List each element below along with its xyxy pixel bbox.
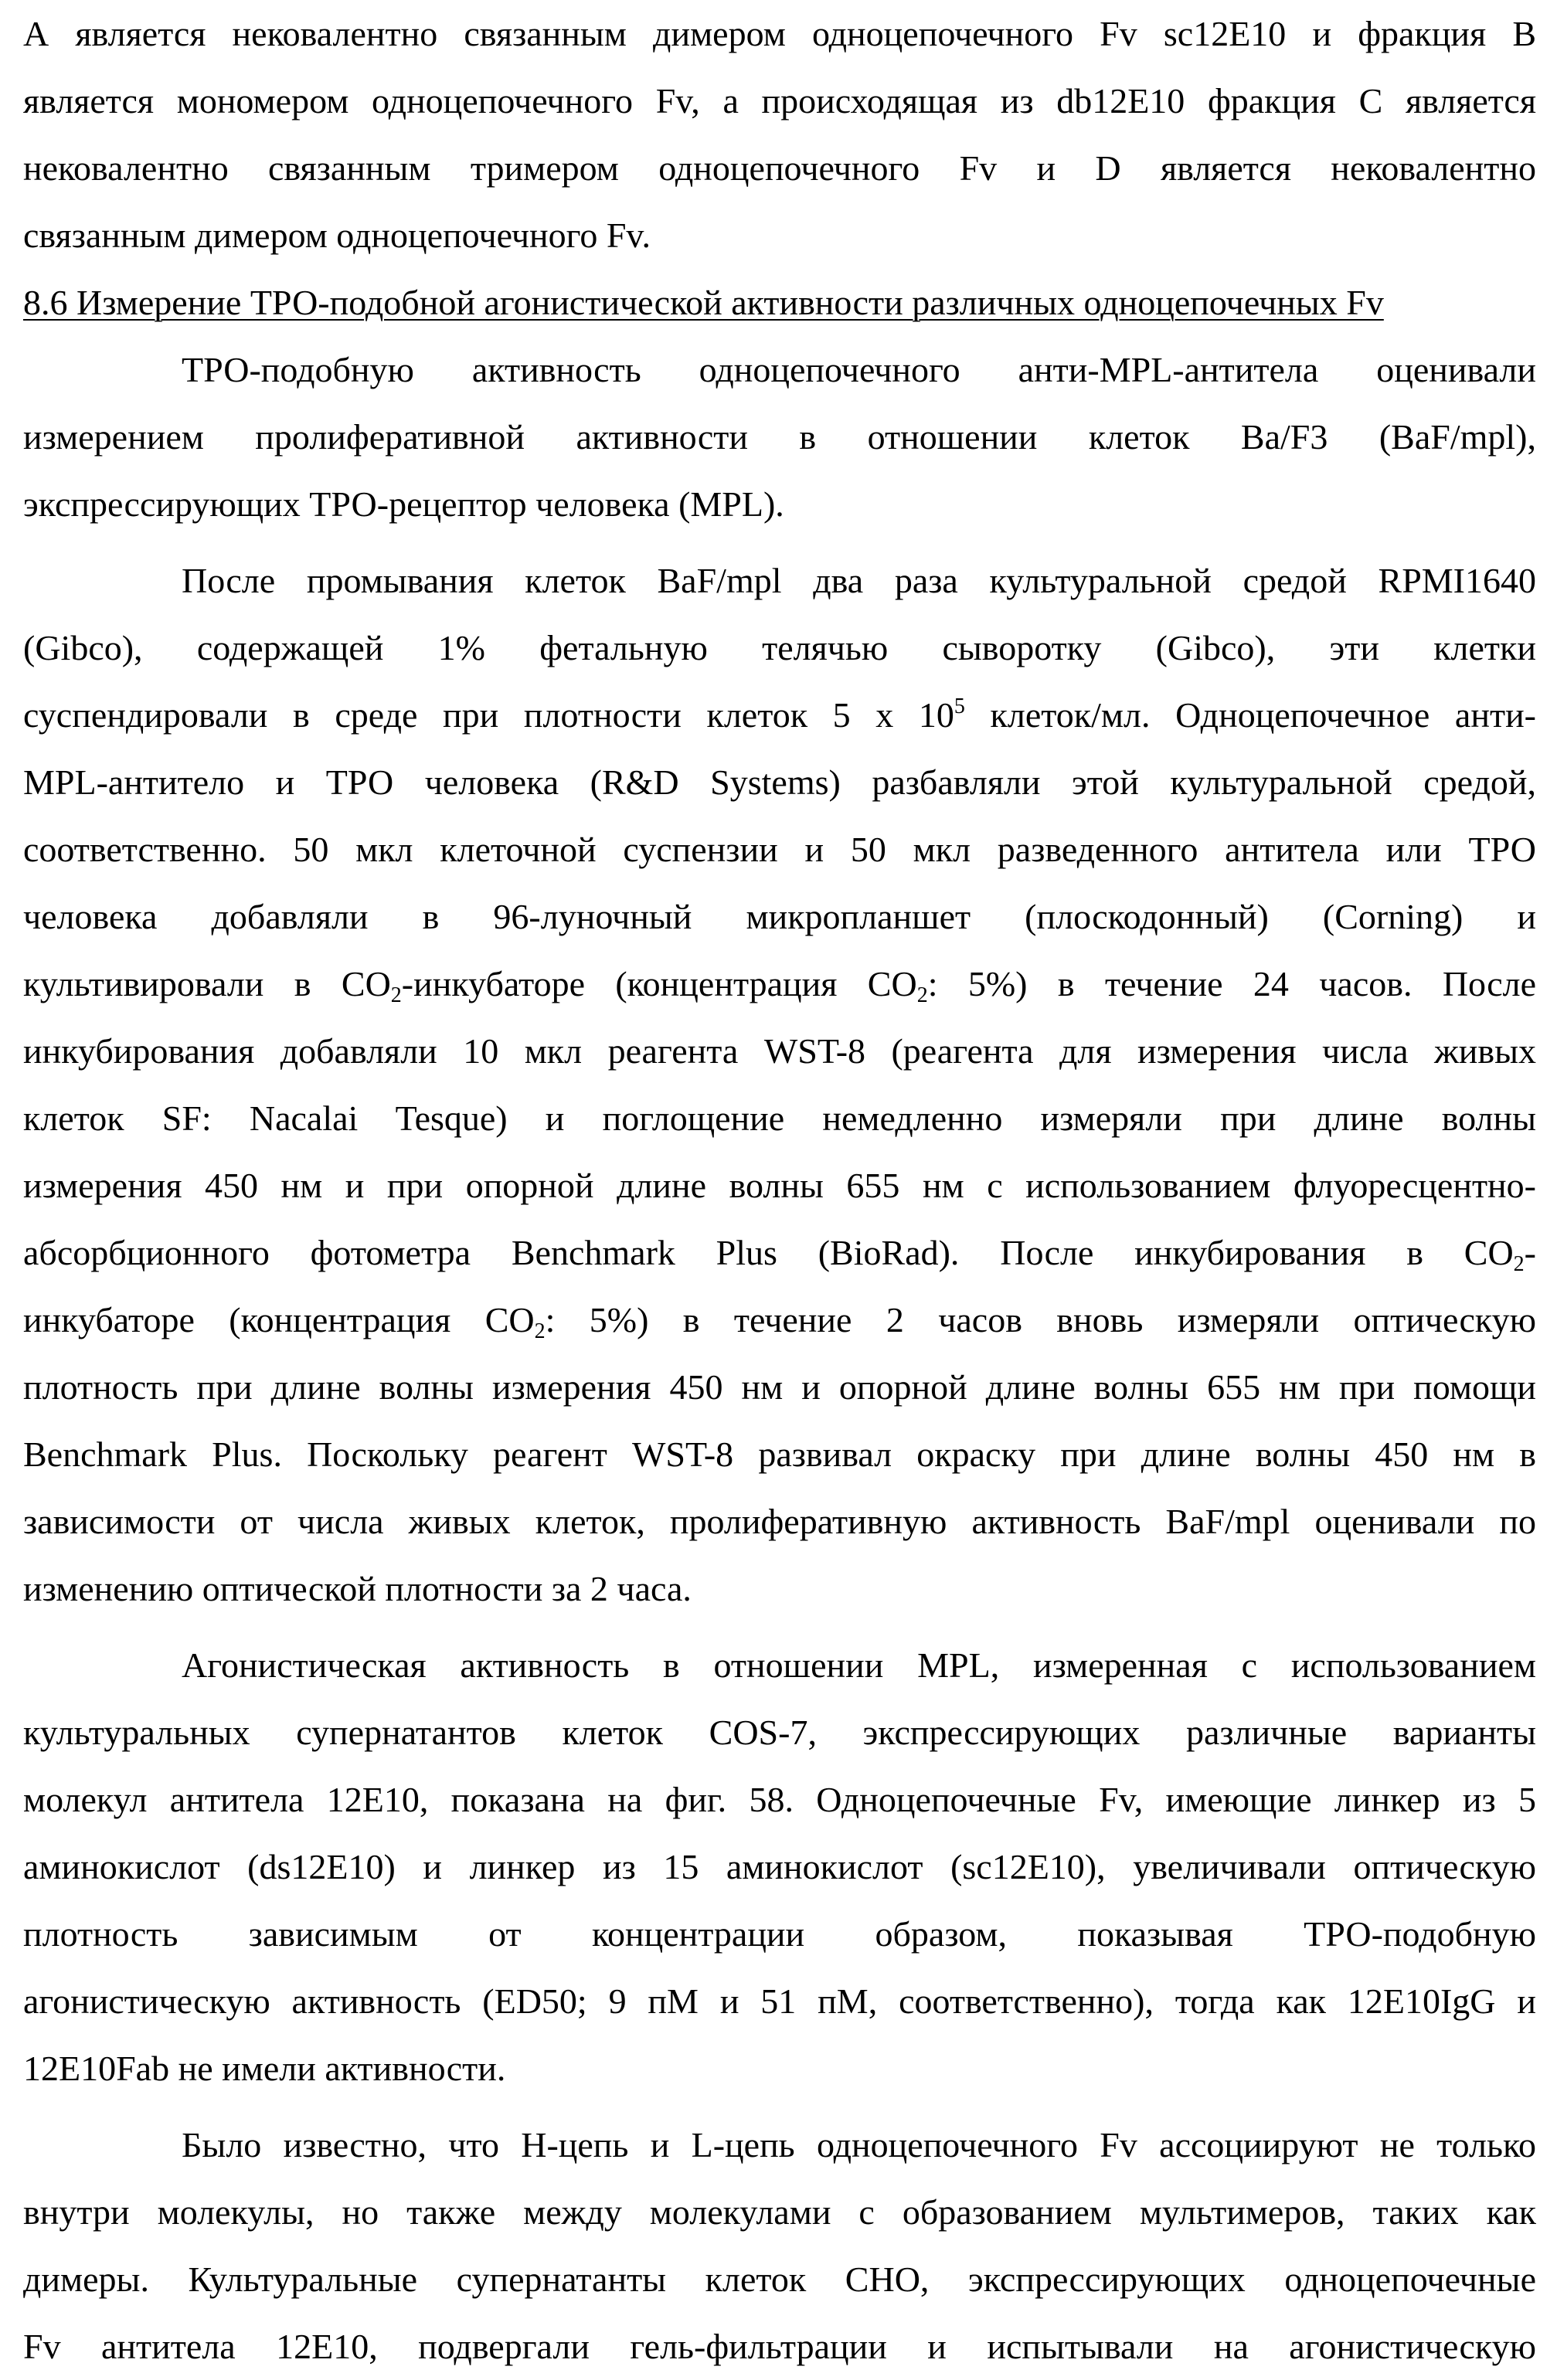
text-line: [23, 1631, 1536, 1699]
text-line: [23, 1152, 1536, 1219]
paragraph: [23, 0, 1536, 269]
text-run: -: [1525, 1233, 1536, 1272]
text-run: соответственно. 50 мкл клеточной суспензии и 50 мкл разведенного антитела или ТРО: [23, 830, 1536, 869]
text-run: 12E10Fab не имели активности.: [23, 2049, 505, 2088]
text-line: [23, 336, 1536, 403]
paragraph: [23, 1631, 1536, 2102]
text-run: (Gibco), содержащей 1% фетальную телячью сыворотку (Gibco), эти клетки: [23, 628, 1536, 667]
subscript: 2: [391, 983, 402, 1007]
text-line: [23, 1488, 1536, 1555]
text-line: [23, 0, 1536, 67]
text-run: инкубирования добавляли 10 мкл реагента WST-8 (реагента для измерения числа живых: [23, 1031, 1536, 1071]
text-run: Fv антитела 12E10, подвергали гель-фильтрации и испытывали на агонистическую: [23, 2327, 1536, 2366]
text-line: [23, 1286, 1536, 1353]
text-line: [23, 1219, 1536, 1286]
text-run: Агонистическая активность в отношении MPL, измеренная с использованием: [182, 1645, 1536, 1685]
text-line: [23, 950, 1536, 1017]
text-run: человека добавляли в 96-луночный микропланшет (плоскодонный) (Corning) и: [23, 897, 1536, 936]
text-line: [23, 2035, 1536, 2102]
text-run: ТРО-подобную активность одноцепочечного анти-MPL-антитела оценивали: [182, 350, 1536, 389]
text-line: [23, 1555, 1536, 1622]
paragraph: [23, 2111, 1536, 2380]
text-line: [23, 1421, 1536, 1488]
text-line: [23, 1017, 1536, 1085]
text-run: А является нековалентно связанным димером одноцепочечного Fv sc12E10 и фракция В: [23, 14, 1536, 53]
text-run: абсорбционного фотометра Benchmark Plus (BioRad). После инкубирования в CO: [23, 1233, 1514, 1272]
text-line: [23, 1900, 1536, 1967]
text-run: плотность при длине волны измерения 450 нм и опорной длине волны 655 нм при помощи: [23, 1367, 1536, 1407]
text-line: [23, 202, 1536, 269]
text-line: [23, 749, 1536, 816]
text-run: нековалентно связанным тримером одноцепочечного Fv и D является нековалентно: [23, 148, 1536, 188]
text-run: внутри молекулы, но также между молекулами с образованием мультимеров, таких как: [23, 2192, 1536, 2232]
text-line: [23, 1699, 1536, 1766]
text-line: [23, 470, 1536, 538]
paragraph: [23, 336, 1536, 538]
text-run: суспендировали в среде при плотности клеток 5 x 10: [23, 695, 954, 735]
text-run: клеток SF: Nacalai Tesque) и поглощение немедленно измеряли при длине волны: [23, 1098, 1536, 1138]
text-run: культуральных супернатантов клеток COS-7, экспрессирующих различные варианты: [23, 1713, 1536, 1752]
superscript: 5: [954, 694, 965, 718]
text-run: экспрессирующих ТРО-рецептор человека (MPL).: [23, 484, 784, 524]
text-line: [23, 67, 1536, 134]
text-run: Benchmark Plus. Поскольку реагент WST-8 развивал окраску при длине волны 450 нм в: [23, 1434, 1536, 1474]
text-run: димеры. Культуральные супернатанты клеток СНО, экспрессирующих одноцепочечные: [23, 2259, 1536, 2299]
text-run: агонистическую активность (ED50; 9 пМ и 51 пМ, соответственно), тогда как 12E10IgG и: [23, 1981, 1536, 2021]
section-heading: [23, 269, 1536, 336]
text-line: [23, 1353, 1536, 1421]
text-run: : 5%) в течение 2 часов вновь измеряли оптическую: [546, 1300, 1536, 1339]
text-line: [23, 1085, 1536, 1152]
text-run: измерения 450 нм и при опорной длине волны 655 нм с использованием флуоресцентно-: [23, 1166, 1536, 1205]
text-line: [23, 1766, 1536, 1833]
text-run: зависимости от числа живых клеток, пролиферативную активность BaF/mpl оценивали по: [23, 1502, 1536, 1541]
text-run: изменению оптической плотности за 2 часа.: [23, 1569, 692, 1608]
paragraph: [23, 547, 1536, 1622]
subscript: 2: [1514, 1252, 1525, 1276]
subscript: 2: [917, 983, 928, 1007]
text-run: MPL-антитело и ТРО человека (R&D Systems) разбавляли этой культуральной средой,: [23, 762, 1536, 802]
text-line: [23, 269, 1536, 336]
text-run: аминокислот (ds12E10) и линкер из 15 аминокислот (sc12E10), увеличивали оптическую: [23, 1847, 1536, 1886]
text-run: 8.6 Измерение ТРО-подобной агонистической активности различных одноцепочечных Fv: [23, 283, 1384, 322]
text-run: -инкубаторе (концентрация CO: [402, 964, 917, 1003]
text-line: [23, 403, 1536, 470]
document-page: [23, 0, 1536, 2380]
text-line: [23, 2246, 1536, 2313]
subscript: 2: [535, 1319, 546, 1343]
text-line: [23, 681, 1536, 749]
text-run: плотность зависимым от концентрации образом, показывая ТРО-подобную: [23, 1914, 1536, 1954]
text-run: культивировали в CO: [23, 964, 391, 1003]
text-line: [23, 2111, 1536, 2178]
text-line: [23, 1833, 1536, 1900]
text-run: молекул антитела 12E10, показана на фиг. 58. Одноцепочечные Fv, имеющие линкер из 5: [23, 1780, 1536, 1819]
text-run: является мономером одноцепочечного Fv, а происходящая из db12E10 фракция С является: [23, 81, 1536, 121]
text-line: [23, 2313, 1536, 2380]
text-line: [23, 547, 1536, 614]
text-line: [23, 816, 1536, 883]
text-run: : 5%) в течение 24 часов. После: [928, 964, 1536, 1003]
text-run: измерением пролиферативной активности в отношении клеток Ba/F3 (BaF/mpl),: [23, 417, 1536, 457]
text-line: [23, 614, 1536, 681]
text-run: Было известно, что Н-цепь и L-цепь одноцепочечного Fv ассоциируют не только: [182, 2125, 1536, 2164]
text-run: После промывания клеток BaF/mpl два раза культуральной средой RPMI1640: [182, 561, 1536, 600]
text-line: [23, 134, 1536, 202]
text-run: клеток/мл. Одноцепочечное анти-: [965, 695, 1536, 735]
text-line: [23, 1967, 1536, 2035]
text-run: связанным димером одноцепочечного Fv.: [23, 216, 651, 255]
text-line: [23, 883, 1536, 950]
text-line: [23, 2178, 1536, 2246]
text-run: инкубаторе (концентрация CO: [23, 1300, 535, 1339]
